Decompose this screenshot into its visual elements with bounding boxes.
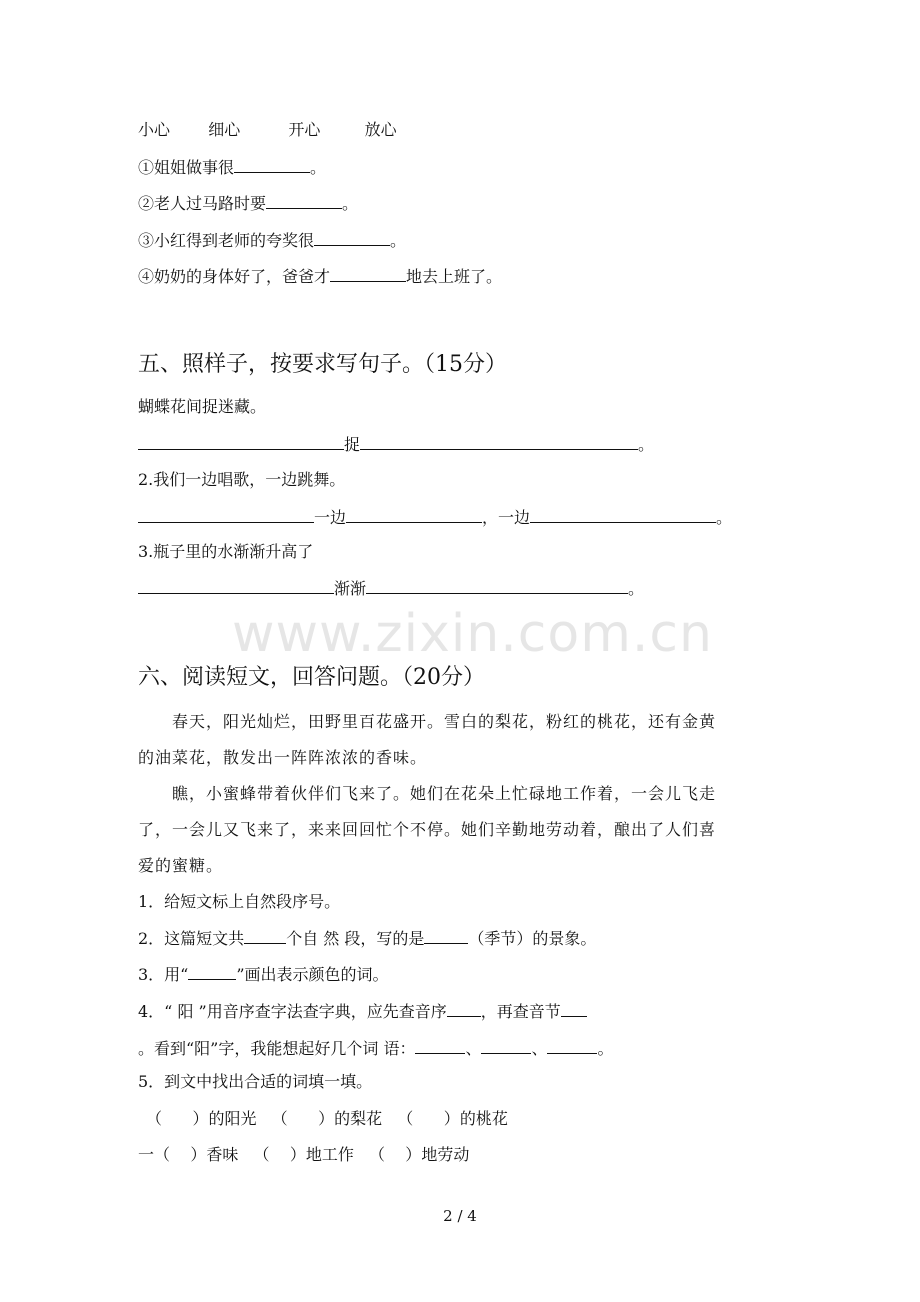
answer-punct: 。 — [638, 435, 655, 454]
answer-blank[interactable] — [330, 266, 406, 282]
answer-word: 捉 — [344, 435, 361, 454]
answer-blank[interactable] — [138, 507, 314, 523]
answer-blank[interactable] — [530, 507, 716, 523]
answer-blank[interactable] — [346, 507, 482, 523]
answer-blank[interactable] — [415, 1038, 465, 1054]
word-bank-item: 放心 — [364, 120, 397, 139]
question-text: 4．“ 阳 ”用音序查字法查字典，应先查音序 — [138, 1002, 447, 1021]
answer-blank[interactable] — [360, 434, 638, 450]
answer-word: 一边 — [314, 508, 347, 527]
page-number: 2 / 4 — [443, 1207, 477, 1225]
sentence-text: 。 — [390, 231, 407, 250]
sentence-text: ③小红得到老师的夸奖很 — [138, 231, 315, 250]
question-text: 个自 然 段，写的是 — [286, 929, 425, 948]
answer-word: ，一边 — [482, 508, 531, 527]
answer-blank[interactable] — [188, 964, 236, 980]
watermark: www.zixin.com.cn — [232, 604, 713, 664]
question-text: 的梨花 — [334, 1109, 383, 1128]
answer-parentheses[interactable]: （ ） — [271, 1109, 335, 1128]
answer-blank[interactable] — [138, 578, 334, 594]
answer-blank[interactable] — [424, 928, 468, 944]
answer-punct: 。 — [597, 1039, 614, 1058]
answer-blank[interactable] — [266, 193, 342, 209]
question-text: 的阳光 — [208, 1109, 257, 1128]
answer-blank[interactable] — [138, 434, 344, 450]
example-sentence-2: 2.我们一边唱歌，一边跳舞。 — [138, 470, 346, 489]
answer-blank[interactable] — [447, 1001, 481, 1017]
answer-punct: 。 — [716, 508, 733, 527]
sentence-text: 。 — [342, 194, 359, 213]
word-bank — [138, 120, 397, 140]
reading-paragraph-2: 瞧，小蜜蜂带着伙伴们飞来了。她们在花朵上忙碌地工作着，一会儿飞走了，一会儿又飞来了，来来回回忙个不停。她们辛勤地劳动着，酿出了人们喜爱的蜜糖。 — [138, 784, 717, 875]
answer-parentheses[interactable]: （ ） — [397, 1109, 460, 1128]
answer-blank[interactable] — [314, 230, 390, 246]
fill-sentence-4 — [138, 266, 502, 287]
question-text: ，再查音节 — [480, 1002, 561, 1021]
question-2 — [138, 928, 596, 949]
question-text: 3．用“ — [138, 965, 189, 984]
question-text: 香味 — [206, 1145, 239, 1164]
example-sentence-3: 3.瓶子里的水渐渐升高了 — [138, 542, 314, 561]
sentence-text: ①姐姐做事很 — [138, 158, 235, 177]
question-text: 一 — [138, 1145, 155, 1164]
question-5-row-1 — [146, 1109, 508, 1129]
answer-parentheses[interactable]: （ ） — [368, 1145, 422, 1164]
section-5-title: 五、照样子，按要求写句子。（15分） — [138, 352, 507, 377]
sentence-text: ②老人过马路时要 — [138, 194, 267, 213]
question-3 — [138, 964, 389, 985]
example-sentence-1: 蝴蝶花间捉迷藏。 — [138, 397, 267, 416]
question-text: 地劳动 — [421, 1145, 470, 1164]
fill-sentence-2 — [138, 193, 358, 214]
answer-line-2 — [138, 507, 732, 528]
section-6-title: 六、阅读短文，回答问题。（20分） — [138, 665, 485, 690]
question-5-row-2 — [138, 1145, 469, 1165]
question-text: 的桃花 — [459, 1109, 508, 1128]
reading-paragraph-1: 春天，阳光灿烂，田野里百花盛开。雪白的梨花，粉红的桃花，还有金黄的油菜花，散发出一阵阵浓浓的香味。 — [138, 712, 717, 767]
word-bank-item: 开心 — [288, 120, 321, 139]
fill-sentence-3 — [138, 230, 406, 251]
question-5: 5．到文中找出合适的词填一填。 — [138, 1072, 373, 1091]
sentence-text: 地去上班了。 — [406, 267, 503, 286]
answer-line-1 — [138, 434, 654, 455]
question-text: 。看到“阳”字，我能想起好几个词 语： — [138, 1039, 416, 1058]
answer-line-3 — [138, 578, 644, 599]
fill-sentence-1 — [138, 157, 326, 178]
answer-word: 渐渐 — [334, 579, 367, 598]
separator: 、 — [465, 1039, 482, 1058]
answer-blank[interactable] — [366, 578, 628, 594]
word-bank-item: 细心 — [208, 120, 241, 139]
question-text: ”画出表示颜色的词。 — [236, 965, 389, 984]
question-1: 1．给短文标上自然段序号。 — [138, 892, 341, 911]
answer-blank[interactable] — [481, 1038, 531, 1054]
answer-blank[interactable] — [561, 1001, 587, 1017]
separator: 、 — [531, 1039, 548, 1058]
answer-blank[interactable] — [244, 928, 286, 944]
answer-parentheses[interactable]: （ ） — [146, 1109, 209, 1128]
question-4-continued — [138, 1038, 614, 1059]
sentence-text: ④奶奶的身体好了，爸爸才 — [138, 267, 331, 286]
question-text: 地工作 — [305, 1145, 354, 1164]
answer-blank[interactable] — [547, 1038, 597, 1054]
answer-parentheses[interactable]: （ ） — [154, 1145, 207, 1164]
sentence-text: 。 — [310, 158, 327, 177]
question-text: 2．这篇短文共 — [138, 929, 245, 948]
question-4 — [138, 1001, 587, 1022]
question-text: （季节）的景象。 — [468, 929, 597, 948]
answer-punct: 。 — [628, 579, 645, 598]
word-bank-item: 小心 — [138, 120, 171, 139]
answer-blank[interactable] — [234, 157, 310, 173]
answer-parentheses[interactable]: （ ） — [253, 1145, 306, 1164]
